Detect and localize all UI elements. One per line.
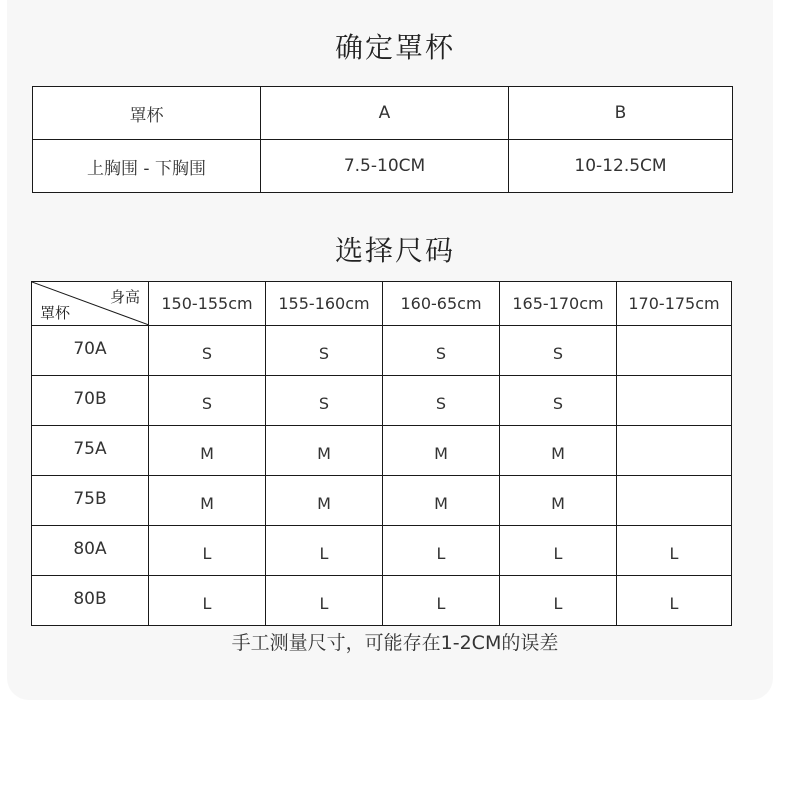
measurement-note: 手工测量尺寸，可能存在1-2CM的误差 (231, 632, 559, 654)
height-axis-label: 身高 (109, 288, 140, 306)
size-cell: L (617, 576, 732, 626)
cup-row-label: 75A (32, 426, 149, 476)
height-header: 170-175cm (617, 282, 732, 326)
size-cell: L (266, 526, 383, 576)
size-cell: M (149, 476, 266, 526)
cup-section-title: 确定罩杯 (334, 31, 455, 64)
table-row (32, 476, 732, 526)
table-row (32, 576, 732, 626)
cup-row-label: 75B (32, 476, 149, 526)
cup-header-b: B (509, 87, 733, 140)
table-row (32, 376, 732, 426)
cup-a-range: 7.5-10CM (261, 140, 509, 193)
height-header: 165-170cm (500, 282, 617, 326)
size-cell: L (383, 526, 500, 576)
size-cell: S (149, 376, 266, 426)
size-cell: M (383, 476, 500, 526)
size-cell (617, 326, 732, 376)
size-cell: L (149, 576, 266, 626)
height-header: 160-65cm (383, 282, 500, 326)
size-cell: M (149, 426, 266, 476)
size-cell: M (266, 426, 383, 476)
table-row (32, 326, 732, 376)
table-row (32, 426, 732, 476)
table-row (33, 140, 733, 193)
size-cell: S (383, 376, 500, 426)
cup-b-range: 10-12.5CM (509, 140, 733, 193)
size-cell (617, 476, 732, 526)
cup-table (32, 86, 733, 193)
size-cell: M (266, 476, 383, 526)
size-cell (617, 376, 732, 426)
size-cell: S (500, 326, 617, 376)
table-row (33, 87, 733, 140)
corner-cell (32, 282, 149, 326)
size-cell: M (383, 426, 500, 476)
size-cell: L (266, 576, 383, 626)
size-cell: L (617, 526, 732, 576)
cup-row-label: 70B (32, 376, 149, 426)
height-header: 155-160cm (266, 282, 383, 326)
size-cell: S (383, 326, 500, 376)
cup-header-a: A (261, 87, 509, 140)
cup-row-label: 80A (32, 526, 149, 576)
cup-row-label: 70A (32, 326, 149, 376)
size-cell: L (383, 576, 500, 626)
size-cell: L (500, 526, 617, 576)
size-cell: S (266, 326, 383, 376)
cup-row-label: 80B (32, 576, 149, 626)
size-cell: L (500, 576, 617, 626)
cup-axis-label: 罩杯 (40, 304, 71, 322)
table-header-row (32, 282, 732, 326)
table-row (32, 526, 732, 576)
size-table (31, 281, 732, 626)
size-cell: L (149, 526, 266, 576)
size-cell: S (500, 376, 617, 426)
size-cell: S (266, 376, 383, 426)
height-header: 150-155cm (149, 282, 266, 326)
size-section-title: 选择尺码 (334, 234, 455, 267)
size-cell: M (500, 476, 617, 526)
cup-header-label: 罩杯 (33, 87, 261, 140)
bust-difference-label: 上胸围 - 下胸围 (33, 140, 261, 193)
size-cell: S (149, 326, 266, 376)
size-cell: M (500, 426, 617, 476)
size-cell (617, 426, 732, 476)
